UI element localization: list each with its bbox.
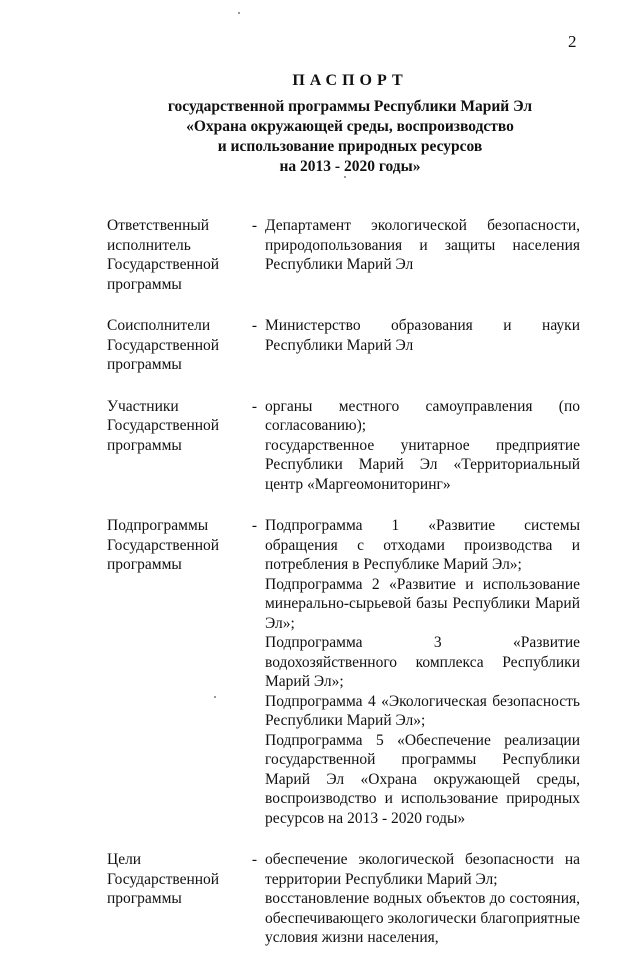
document-title: ПАСПОРТ (292, 72, 408, 89)
page-number: 2 (568, 32, 577, 51)
row-value-text: органы местного самоуправления (по согласованию); (265, 397, 580, 434)
row-value-text: Подпрограмма 5 «Обеспечение реализации государственной программы Республики Марий Эл «Охрана окружающей среды, воспроизводство и использование природных ресурсов на 2013 - 2020 годы» (265, 731, 580, 827)
row-value (265, 216, 580, 275)
row-label: Подпрограммы Государственной программы (107, 517, 220, 573)
row-dash: - (251, 217, 258, 234)
row-value-text: Подпрограмма 1 «Развитие системы обращения с отходами производства и потребления в Республике Марий Эл»; (265, 517, 580, 573)
row-value-text: Министерство образования и науки Республики Марий Эл (265, 317, 580, 354)
row-value-text: Подпрограмма 2 «Развитие и использование минерально-сырьевой базы Республики Марий Эл»; (265, 575, 580, 632)
passport-row-responsible-executor (107, 216, 580, 294)
row-value-text: Подпрограмма 3 «Развитие водохозяйственного комплекса Республики Марий Эл»; (265, 634, 580, 690)
passport-row-subprograms (107, 516, 580, 828)
passport-table (107, 216, 580, 970)
row-label: Соисполнители Государственной программы (107, 317, 220, 373)
row-value-text: Подпрограмма 4 «Экологическая безопасность Республики Марий Эл»; (265, 692, 580, 729)
row-value (265, 850, 580, 948)
row-label: Участники Государственной программы (107, 397, 220, 454)
row-dash: - (251, 317, 258, 334)
passport-row-goals (107, 850, 580, 948)
subtitle-line: на 2013 - 2020 годы» (279, 158, 421, 175)
row-value-text: восстановление водных объектов до состояния, обеспечивающего экологически благоприятные условия жизни населения, (265, 890, 580, 946)
row-value (265, 397, 580, 495)
row-value-text: Департамент экологической безопасности, природопользования и защиты населения Республики Марий Эл (265, 217, 580, 273)
row-label: Ответственный исполнитель Государственной программы (107, 217, 220, 293)
scan-speck (344, 176, 346, 178)
row-label: Цели Государственной программы (107, 851, 220, 907)
row-dash: - (251, 397, 258, 415)
subtitle-line: и использование природных ресурсов (217, 138, 483, 155)
passport-row-co-executors (107, 316, 580, 375)
scan-speck (214, 696, 216, 698)
subtitle-line: «Охрана окружающей среды, воспроизводство (186, 118, 514, 135)
row-value (265, 316, 580, 355)
row-value (265, 516, 580, 828)
subtitle-line: государственной программы Республики Марий Эл (167, 98, 533, 115)
row-value-text: обеспечение экологической безопасности на территории Республики Марий Эл; (265, 851, 580, 888)
row-value-text: государственное унитарное предприятие Республики Марий Эл «Территориальный центр «Маргеомониторинг» (265, 436, 580, 493)
row-dash: - (251, 517, 258, 534)
document-header (0, 71, 640, 177)
scan-speck (238, 12, 240, 14)
row-dash: - (251, 851, 258, 868)
passport-row-participants (107, 397, 580, 495)
